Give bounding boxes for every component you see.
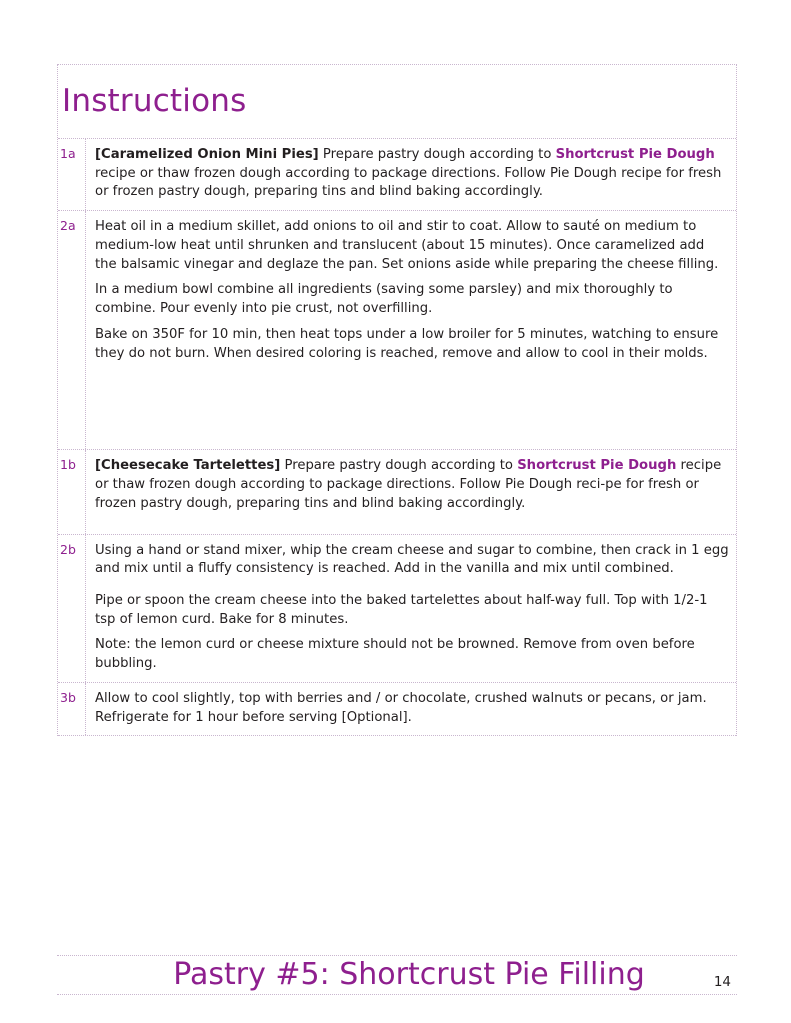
blank-space [95, 580, 729, 592]
step-number: 2a [60, 218, 76, 234]
instructions-table [57, 64, 737, 736]
step-number-cell [58, 683, 86, 735]
page-footer [57, 955, 737, 995]
blank-space [95, 515, 729, 527]
footer-title: Pastry #5: Shortcrust Pie Filling [173, 957, 645, 992]
step-text-after-link: recipe or thaw frozen dough according to package directions. Follow Pie Dough recipe for fresh or frozen pastry dough, preparing tins and blind baking accordingly. [95, 165, 722, 200]
table-row [58, 211, 736, 450]
step-paragraph [95, 146, 729, 202]
step-number-cell [58, 535, 86, 682]
step-text-after-link: recipe or thaw frozen dough according to package directions. Follow Pie Dough reci-pe for fresh or frozen pastry dough, preparing tins and blind baking accordingly. [95, 458, 722, 511]
step-body [86, 450, 736, 533]
step-paragraph: In a medium bowl combine all ingredients (saving some parsley) and mix thoroughly to combine. Pour evenly into pie crust, not overfilling. [95, 282, 673, 317]
step-number-cell [58, 139, 86, 210]
title-cell [58, 83, 247, 119]
table-row [58, 683, 736, 736]
table-row [58, 450, 736, 534]
step-body [86, 211, 736, 449]
step-label: [Caramelized Onion Mini Pies] [95, 147, 319, 162]
step-body [86, 139, 736, 210]
step-number: 1a [60, 146, 76, 161]
step-paragraph: Note: the lemon curd or cheese mixture should not be browned. Remove from oven before bubbling. [95, 637, 695, 672]
step-body [86, 535, 736, 682]
step-number: 1b [60, 457, 76, 473]
step-number: 2b [60, 541, 76, 557]
step-number-cell [58, 450, 86, 533]
step-paragraph: Allow to cool slightly, top with berries and / or chocolate, crushed walnuts or pecans, or jam. Refrigerate for 1 hour before serving [Optional]. [95, 690, 707, 725]
step-paragraph: Heat oil in a medium skillet, add onions to oil and stir to coat. Allow to sauté on medium to medium-low heat until shrunken and translucent (about 15 minutes). Once caramelized add the balsamic vinegar and deglaze the pan. Set onions aside while preparing the cheese filling. [95, 219, 719, 272]
table-row-title [58, 65, 736, 139]
recipe-link[interactable]: Shortcrust Pie Dough [555, 147, 715, 162]
page-title: Instructions [62, 83, 247, 119]
step-paragraph [95, 457, 729, 513]
step-number: 3b [60, 689, 76, 705]
step-text-before-link: Prepare pastry dough according to [280, 458, 518, 474]
step-number-cell [58, 211, 86, 449]
step-paragraph: Using a hand or stand mixer, whip the cream cheese and sugar to combine, then crack in 1 egg and mix until a fluffy consistency is reached. Add in the vanilla and mix until combined. [95, 542, 729, 577]
step-body [86, 683, 736, 735]
step-text-before-link: Prepare pastry dough according to [318, 147, 556, 162]
table-row [58, 535, 736, 683]
step-paragraph: Bake on 350F for 10 min, then heat tops under a low broiler for 5 minutes, watching to ensure they do not burn. When desired coloring is reached, remove and allow to cool in their molds. [95, 326, 719, 361]
page-number: 14 [713, 974, 731, 990]
recipe-link[interactable]: Shortcrust Pie Dough [517, 458, 677, 474]
blank-space [95, 364, 729, 442]
footer-inner [57, 957, 737, 992]
table-row [58, 139, 736, 211]
step-paragraph: Pipe or spoon the cream cheese into the baked tartelettes about half-way full. Top with 1/2-1 tsp of lemon curd. Bake for 8 minutes. [95, 593, 708, 627]
step-label: [Cheesecake Tartelettes] [95, 458, 281, 474]
